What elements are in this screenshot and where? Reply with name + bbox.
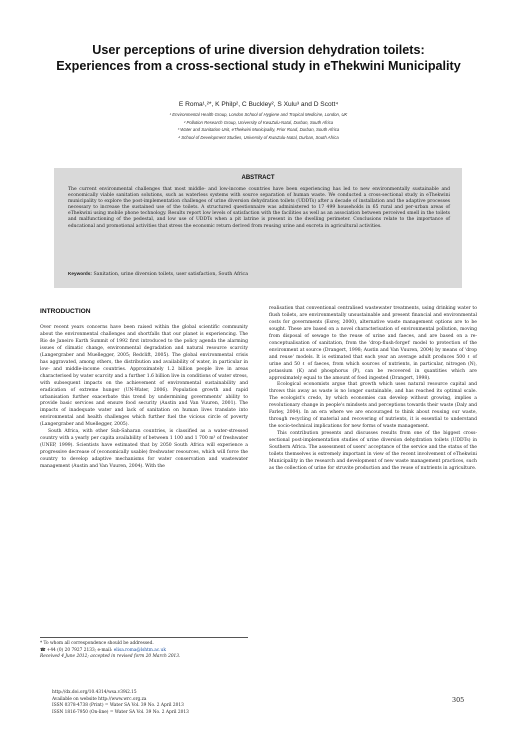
article-title <box>40 42 477 74</box>
publication-info <box>52 690 352 716</box>
author-list: E Roma¹,²*, K Philp², C Buckley², S Xulu³ and D Scott⁴ <box>178 101 339 108</box>
email-link[interactable]: elisa.roma@lshtm.ac.uk <box>113 647 166 653</box>
affiliation-4: ⁴ School of Development Studies, University of KwaZulu-Natal, Durban, South Africa <box>178 134 339 140</box>
introduction-heading: INTRODUCTION <box>40 308 91 315</box>
footnote-received: Received 4 June 2012; accepted in revised form 20 March 2013. <box>40 654 181 660</box>
footnote-contact <box>40 648 250 655</box>
issn-print: ISSN 0378-4738 (Print) = Water SA Vol. 39 No. 2 April 2013 <box>52 703 184 709</box>
keywords-text: Sanitation, urine diversion toilets, user satisfaction, South Africa <box>93 272 248 277</box>
keywords-label: Keywords: <box>68 271 92 276</box>
doi-link[interactable]: http://dx.doi.org/10.4314/wsa.v39i2.15 <box>52 690 137 695</box>
website-line: Available on website http://www.wrc.org.za <box>52 696 147 702</box>
abstract-heading: ABSTRACT <box>241 175 275 181</box>
footnote-divider <box>40 637 248 638</box>
right-paragraph-1: realisation that conventional centralised wastewater treatments, using drinking water to flush toilets, are environmentally unsustainable and present financial and environmental costs for governments (Esrey, 2000), alternative waste management options are to be sought. These are based on a novel characterisation of environmental pollution, moving from disposal of sewage to the reuse of urine and faeces, and are based on a re-conceptualisation of sanitation, from the 'drop-flush-forget' model to protection of the environment at source (Drangert, 1998; Austin and Van Vuuren, 2004) by means of 'drop and reuse' models. It is estimated that each year an average adult produces 500 ℓ of urine and 50 ℓ of faeces, from which sources of nutrients, in particular, nitrogen (N), potassium (K) and phosphorus (P), can be recovered in quantities which are approximately equal to the amount of food ingested (Drangert, 1998). <box>269 306 477 381</box>
intro-paragraph-2: South Africa, with other Sub-Saharan countries, is classified as a water-stressed country with a yearly per capita availability of between 1 100 and 1 700 m³ of freshwater (UNEP, 1999). Scientists have estimated that by 2050 South Africa will experience a progressive decrease of (economically usable) freshwater resources, which will force the country to develop adaptive mechanisms for water conservation and wastewater management (Austin and Van Vuuren, 2004). With the <box>40 429 248 470</box>
footnote-phone: ☎ +44 (0) 20 7927 2133; e-mail: <box>40 647 113 653</box>
affiliation-3: ³ Water and Sanitation Unit, eThekwini Municipality, Prior Road, Durban, South Africa <box>177 127 340 133</box>
abstract-box <box>54 168 462 288</box>
right-paragraph-3: This contribution presents and discusses results from one of the biggest cross-sectional post-implementation studies of urine diversion dehydration toilets (UDDTs) in Southern Africa. The assessment of users' acceptance of the service and the status of the toilets themselves is extremely important in view of the recent involvement of eThekwini Municipality in the research and development of new waste management practices, such as the collection of urine for struvite production and the reuse of nutrients in agriculture. <box>269 431 477 471</box>
page-number: 305 <box>452 696 465 704</box>
abstract-text: The current environmental challenges that most middle- and low-income countries have been experiencing has led to new environmentally sustainable and economically viable sanitation solutions, such as waterless systems with source separation of human waste. We conducted a cross-sectional study in eThekwini municipality to explore the post-implementation challenges of urine diversion dehydration toilets (UDDTs) after a decade of installation and the adaptive processes necessary to increase the sustained use of the toilets. A structured questionnaire was administered to 17 499 households in 65 rural and per-urban areas of eThekwini using mobile phone technology. Results report low levels of satisfaction with the facilities as well as an association between perceived smell in the toilets and malfunctioning of the pedestal, and low use of UDDTs when a pit latrine is present in the dwelling perimeter. Conclusions relate to the importance of educational and promotional activities that stress the economic return derived from reusing urine and excreta in agricultural activities. <box>68 187 450 229</box>
right-column <box>269 306 477 473</box>
footnote-correspondence: * To whom all correspondence should be addressed. <box>40 641 154 646</box>
affiliations <box>40 111 477 141</box>
keywords <box>68 271 450 277</box>
right-paragraph-2: Ecological economists argue that growth which uses natural resource capital and throws this away as waste is no longer sustainable, and has reached its optimal scale. The ecologist's credo, by which economies can develop without growing, implies a revolutionary change in people's mindsets and perceptions towards their waste (Daly and Farley, 2004). In an era where we are encouraged to think about reusing our waste, through recycling of material and recovering of nutrients, it is essential to understand the socio-technical implications for new forms of waste management. <box>269 382 477 430</box>
title-line-2: Experiences from a cross-sectional study in eThekwini Municipality <box>56 59 461 73</box>
issn-online: ISSN 1816-7950 (On-line) = Water SA Vol. 39 No. 2 April 2013 <box>52 709 189 715</box>
left-column <box>40 325 248 471</box>
footnotes <box>40 641 250 661</box>
title-line-1: User perceptions of urine diversion dehydration toilets: <box>92 43 425 57</box>
intro-paragraph-1: Over recent years concerns have been raised within the global scientific community about the environmental challenges and shortfalls that our planet is experiencing. The Rio de Janeiro Earth Summit of 1992 first introduced to the policy agenda the alarming issues of climatic change, environmental degradation and natural resource scarcity (Langergraber and Muellegger, 2005; Redclift, 2005). The global environmental crisis has aggravated, among others, the distribution and availability of water, in particular in low- and middle-income countries. Approximately 1.2 billion people live in areas characterised by water scarcity and a further 1.6 billion live in conditions of water stress, with subsequent impacts on the achievement of environmental sustainability and eradication of extreme hunger (UN-Water, 2006). Population growth and rapid urbanisation further exacerbate this trend by undermining governments' ability to provide basic services and ensure food security (Austin and Van Vuuren, 2001). The impacts of inadequate water and lack of sanitation on human lives translate into environmental and health challenges which further fuel the vicious circle of poverty (Langergraber and Muellegger, 2005). <box>40 325 248 428</box>
affiliation-2: ² Pollution Research Group, University of KwaZulu-Natal, Durban, South Africa <box>183 119 334 125</box>
affiliation-1: ¹ Environmental Health Group, London School of Hygiene and Tropical Medicine, London, UK <box>169 112 348 117</box>
